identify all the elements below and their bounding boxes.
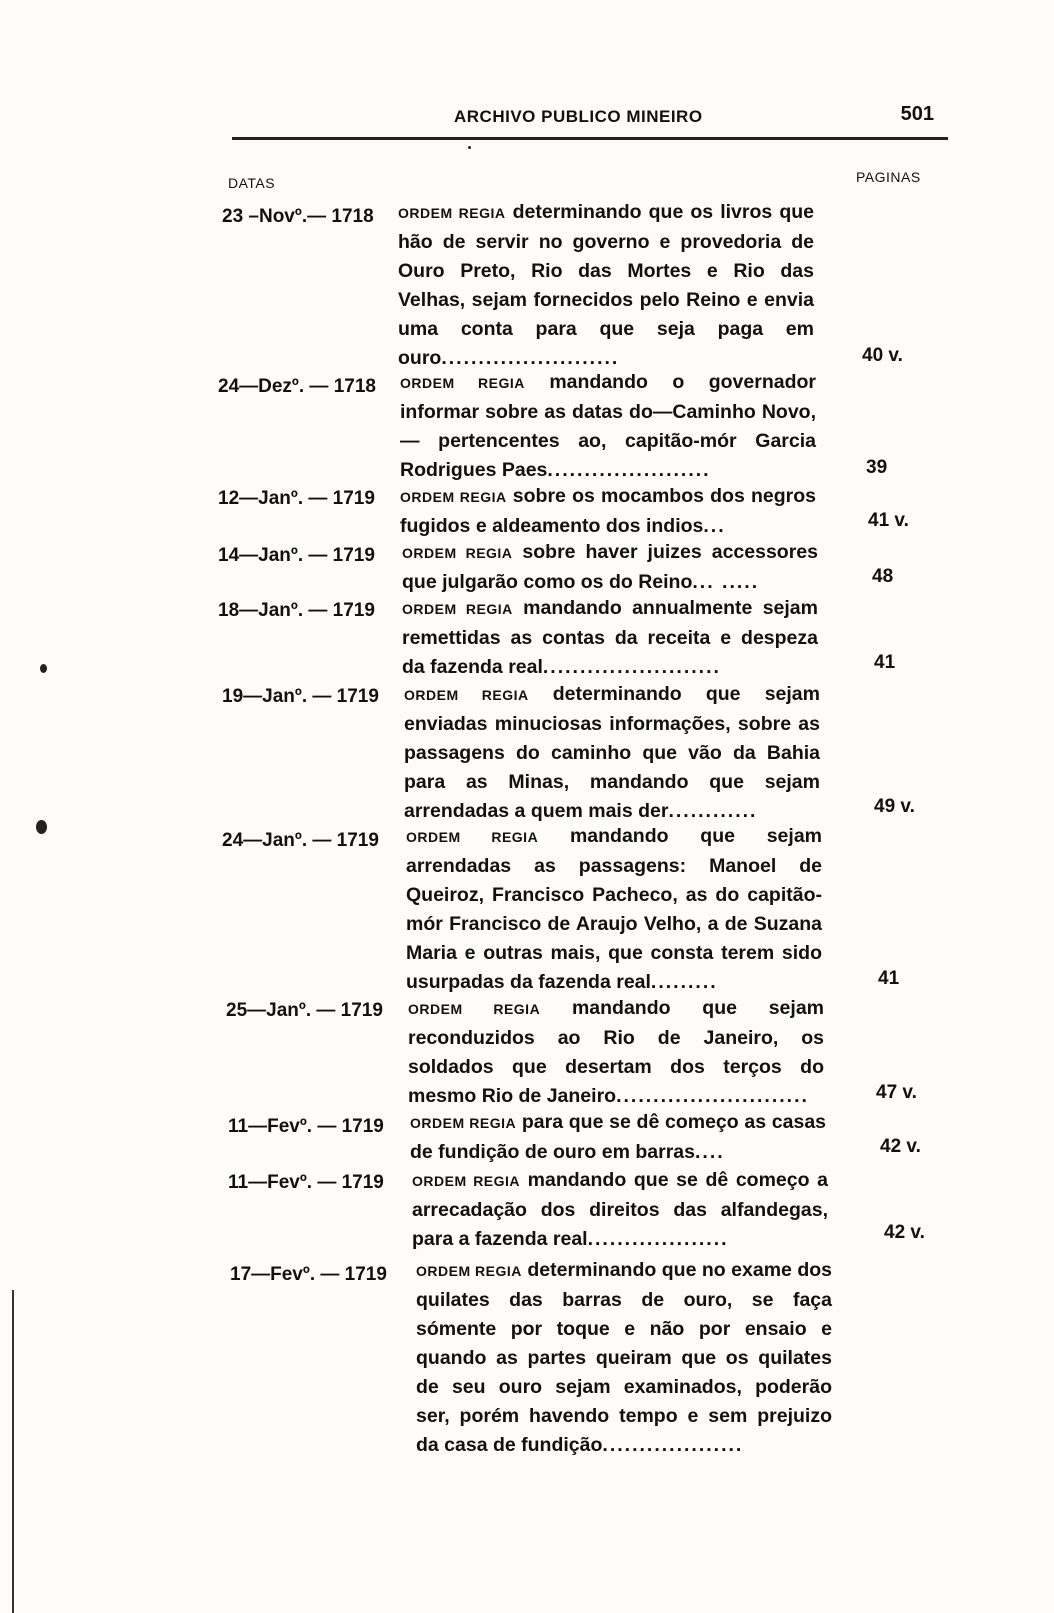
entry-description: mandando annualmente sejam remettidas as contas da receita e despeza da fazenda real [402, 597, 818, 678]
entry-page: 48 [872, 566, 894, 587]
entry-leader-dots: ... ..... [692, 571, 760, 593]
page-number: 501 [900, 103, 934, 125]
entry-kind: ORDEM REGIA [402, 601, 513, 617]
entry-leader-dots: ......... [650, 971, 718, 993]
entry-date: 14—Janº. — 1719 [218, 545, 375, 566]
entry-kind: ORDEM REGIA [400, 375, 525, 391]
entry-kind: ORDEM REGIA [412, 1173, 521, 1189]
entry-date: 19—Janº. — 1719 [222, 686, 379, 707]
entry-description: mandando que sejam arrendadas as passagens: Manoel de Queiroz, Francisco Pacheco, as do capitão-mór Francisco de Araujo Velho, a de Suzana Maria e outras mais, que consta terem sido usurpadas da fazenda real [406, 825, 823, 993]
entry-leader-dots: ... [703, 515, 726, 537]
column-heading-dates: DATAS [228, 175, 276, 191]
entry-page: 41 v. [868, 510, 909, 531]
entry-description: determinando que os livros que hão de servir no governo e provedoria de Ouro Preto, Rio das Mortes e Rio das Velhas, sejam fornecidos pelo Reino e envia uma conta para que seja paga em ouro [398, 201, 815, 369]
entry-leader-dots: ........................ [542, 656, 721, 678]
entry-page: 47 v. [876, 1082, 917, 1103]
entry-leader-dots: .......................... [616, 1085, 809, 1107]
running-header [232, 103, 948, 140]
entry-page: 49 v. [874, 796, 915, 817]
entry-page: 41 [874, 652, 896, 673]
entry-page: 42 v. [884, 1222, 925, 1243]
ink-spot [40, 664, 47, 673]
entry-date: 23 –Novº.— 1718 [222, 206, 374, 227]
entry-leader-dots: ...................... [547, 459, 711, 481]
entry-kind: ORDEM REGIA [404, 687, 529, 703]
entry-date: 25—Janº. — 1719 [226, 1000, 383, 1021]
entry-leader-dots: ............ [668, 800, 758, 822]
entry-kind: ORDEM REGIA [406, 829, 539, 845]
entry-leader-dots: .... [694, 1141, 725, 1163]
entry-date: 11—Fevº. — 1719 [228, 1116, 384, 1137]
entry-description: determinando que sejam enviadas minuciosas informações, sobre as passagens do caminho que vão da Bahia para as Minas, mandando que sejam arrendadas a quem mais der [404, 683, 820, 822]
entry-text [412, 1166, 828, 1254]
entry-text [402, 538, 818, 597]
entry-description: sobre os mocambos dos negros fugidos e aldeamento dos indios [400, 485, 817, 537]
entry-leader-dots: ........................ [441, 347, 620, 369]
running-title: ARCHIVO PUBLICO MINEIRO [454, 107, 703, 126]
entry-description: mandando que se dê começo a arrecadação dos direitos das alfandegas, para a fazenda real [412, 1169, 828, 1250]
entry-page: 39 [866, 457, 888, 478]
entry-kind: ORDEM REGIA [400, 489, 507, 505]
entry-description: sobre haver juizes accessores que julgarão como os do Reino [402, 541, 818, 593]
ink-spot [36, 820, 47, 834]
entry-description: mandando que sejam reconduzidos ao Rio de Janeiro, os soldados que desertam dos terços do mesmo Rio de Janeiro [408, 997, 825, 1107]
entry-date: 12—Janº. — 1719 [218, 488, 375, 509]
entry-page: 41 [878, 968, 900, 989]
entry-date: 11—Fevº. — 1719 [228, 1172, 384, 1193]
entry-text [406, 822, 822, 997]
entry-leader-dots: ................... [587, 1228, 729, 1250]
entry-date: 17—Fevº. — 1719 [230, 1264, 387, 1285]
entry-page: 40 v. [862, 345, 903, 366]
entry-text [402, 594, 818, 682]
entry-text [416, 1256, 832, 1460]
entry-date: 18—Janº. — 1719 [218, 600, 375, 621]
entry-text [404, 680, 820, 826]
entry-date: 24—Dezº. — 1718 [218, 376, 376, 397]
page-margin-line [12, 1290, 14, 1613]
entry-description: mandando o governador informar sobre as datas do—Caminho Novo, — pertencentes ao, capitão-mór Garcia Rodrigues Paes [400, 371, 816, 481]
entry-kind: ORDEM REGIA [402, 545, 513, 561]
entry-kind: ORDEM REGIA [416, 1263, 522, 1279]
entry-leader-dots: ................... [602, 1434, 744, 1456]
entry-text [410, 1108, 826, 1167]
entry-text [408, 994, 824, 1111]
column-heading-pages: PAGINAS [856, 169, 921, 185]
entry-description: determinando que no exame dos quilates das barras de ouro, se faça sómente por toque e não por ensaio e quando as partes queiram que os quilates de seu ouro sejam examinados, poderão ser, porém havendo tempo e sem prejuizo da casa de fundição [416, 1259, 833, 1456]
entry-kind: ORDEM REGIA [398, 205, 506, 221]
entry-kind: ORDEM REGIA [408, 1001, 541, 1017]
entry-text [400, 368, 816, 485]
entry-kind: ORDEM REGIA [410, 1115, 517, 1131]
ink-spot [468, 146, 471, 149]
entry-text [398, 198, 814, 373]
entry-description: para que se dê começo as casas de fundição de ouro em barras [410, 1111, 827, 1163]
entry-text [400, 482, 816, 541]
entry-page: 42 v. [880, 1136, 921, 1157]
entry-date: 24—Janº. — 1719 [222, 830, 379, 851]
